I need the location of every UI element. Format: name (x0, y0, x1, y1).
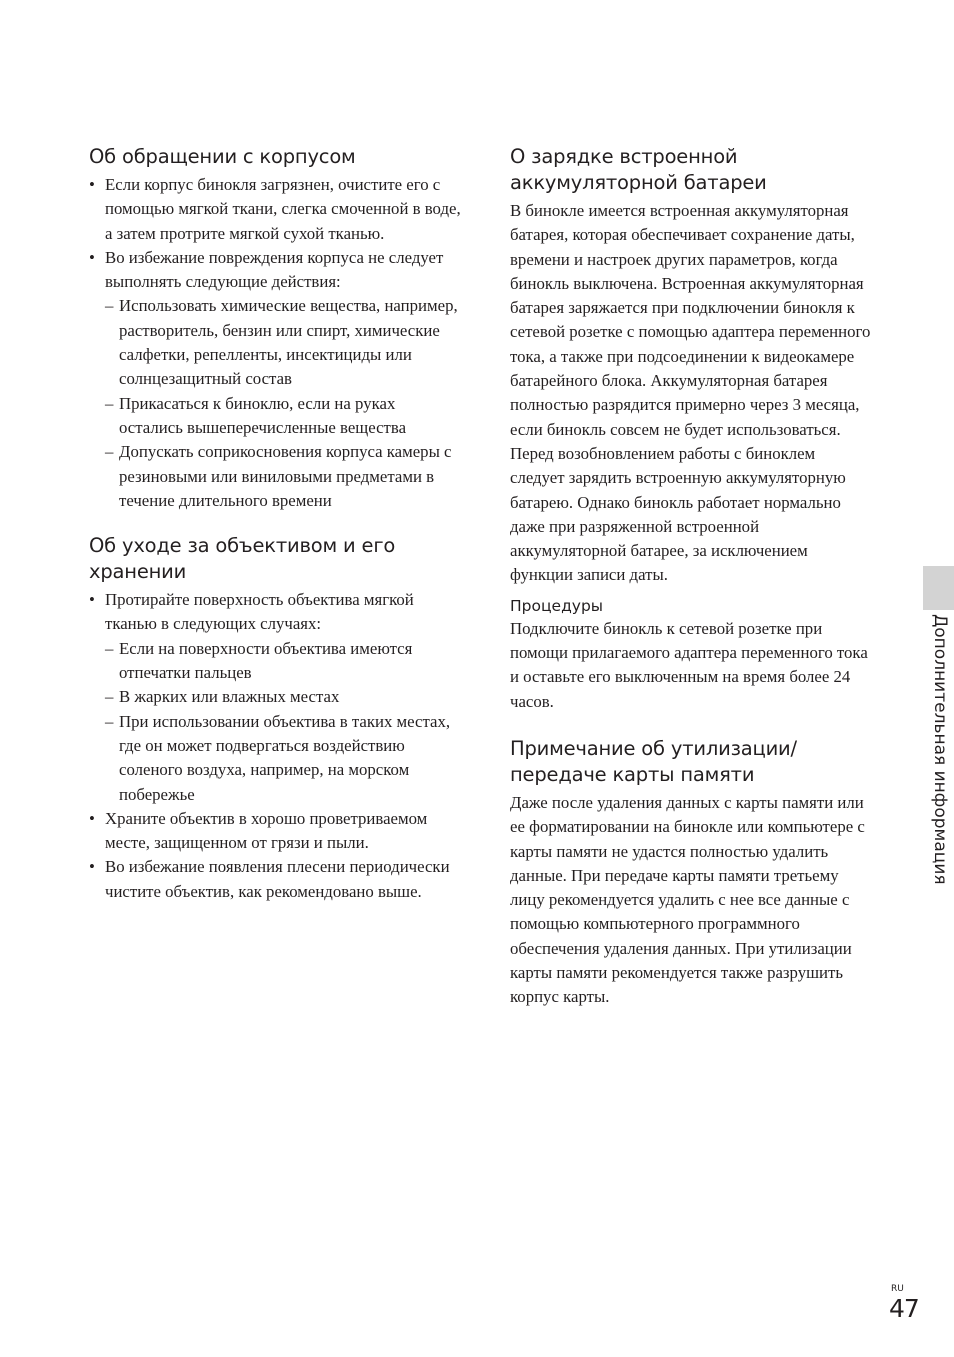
list-item (89, 588, 461, 807)
list-item: – Если на поверхности объектива имеются отпечатки пальцев (105, 637, 461, 686)
paragraph: В бинокле имеется встроенная аккумуляторная батарея, которая обеспечивает сохранение даты, времени и настроек других параметров, когда бинокль выключена. Встроенная аккумуляторная батарея заряжается при подключении бинокля к сетевой розетке с помощью адаптера переменного тока, а также при подсоединении к видеокамере батарейного блока. Аккумуляторная батарея полностью разрядится примерно через 3 месяца, если бинокль совсем не будет использоваться. Перед возобновлением работы с биноклем следует зарядить встроенную аккумуляторную батарею. Однако бинокль работает нормально даже при разряженной встроенной аккумуляторной батарее, за исключением функции записи даты. (510, 201, 871, 585)
page-number: 47 (889, 1294, 919, 1323)
section-title: Примечание об утилизации/ передаче карты памяти (510, 736, 797, 786)
right-column (510, 144, 872, 1032)
bullet-list (89, 173, 461, 513)
paragraph: Даже после удаления данных с карты памяти или ее форматировании на бинокле или компьютере с карты памяти не удастся полностью удалить данные. При передаче карты памяти третьему лицу рекомендуется удалить с нее все данные с помощью компьютерного программного обеспечения удаления данных. При утилизации карты памяти рекомендуется также разрушить корпус карты. (510, 792, 865, 1007)
bullet-list (89, 588, 461, 904)
list-item: – Использовать химические вещества, например, растворитель, бензин или спирт, химические салфетки, репелленты, инсектициды или солнцезащитный состав (105, 294, 461, 391)
list-item-text: Во избежание повреждения корпуса не следует выполнять следующие действия: (105, 247, 444, 292)
section-memory-card-disposal (510, 736, 872, 1010)
section-lens-care (89, 533, 461, 904)
list-item: • Если корпус бинокля загрязнен, очистите его с помощью мягкой ткани, слегка смоченной в воде, а затем протрите мягкой сухой тканью. (89, 173, 461, 246)
list-item (89, 246, 461, 513)
section-title: О зарядке встроенной аккумуляторной батареи (510, 145, 767, 194)
list-item: • Во избежание появления плесени периодически чистите объектив, как рекомендовано выше. (89, 855, 461, 904)
left-column (89, 144, 461, 926)
list-item: • Храните объектив в хорошо проветриваемом месте, защищенном от грязи и пыли. (89, 807, 461, 856)
paragraph: Подключите бинокль к сетевой розетке при помощи прилагаемого адаптера переменного тока и оставьте его выключенным на время более 24 часов. (510, 618, 868, 711)
list-item: – Прикасаться к биноклю, если на руках остались вышеперечисленные вещества (105, 392, 461, 441)
section-title: Об уходе за объективом и его хранении (89, 534, 396, 584)
section-title: Об обращении с корпусом (89, 145, 356, 168)
side-tab-label: Дополнительная информация (930, 614, 950, 885)
section-battery-charging (510, 144, 872, 714)
side-tab-marker (923, 566, 954, 610)
dash-list (105, 637, 461, 807)
section-body-care (89, 144, 461, 513)
subsection-title: Процедуры (510, 596, 604, 615)
list-item: – Допускать соприкосновения корпуса камеры с резиновыми или виниловыми предметами в течение длительного времени (105, 440, 461, 513)
page-language: RU (891, 1284, 904, 1294)
list-item: – При использовании объектива в таких местах, где он может подвергаться воздействию соленого воздуха, например, на морском побережье (105, 710, 461, 807)
dash-list (105, 294, 461, 513)
list-item: – В жарких или влажных местах (105, 685, 461, 709)
list-item-text: Протирайте поверхность объектива мягкой тканью в следующих случаях: (105, 590, 414, 634)
